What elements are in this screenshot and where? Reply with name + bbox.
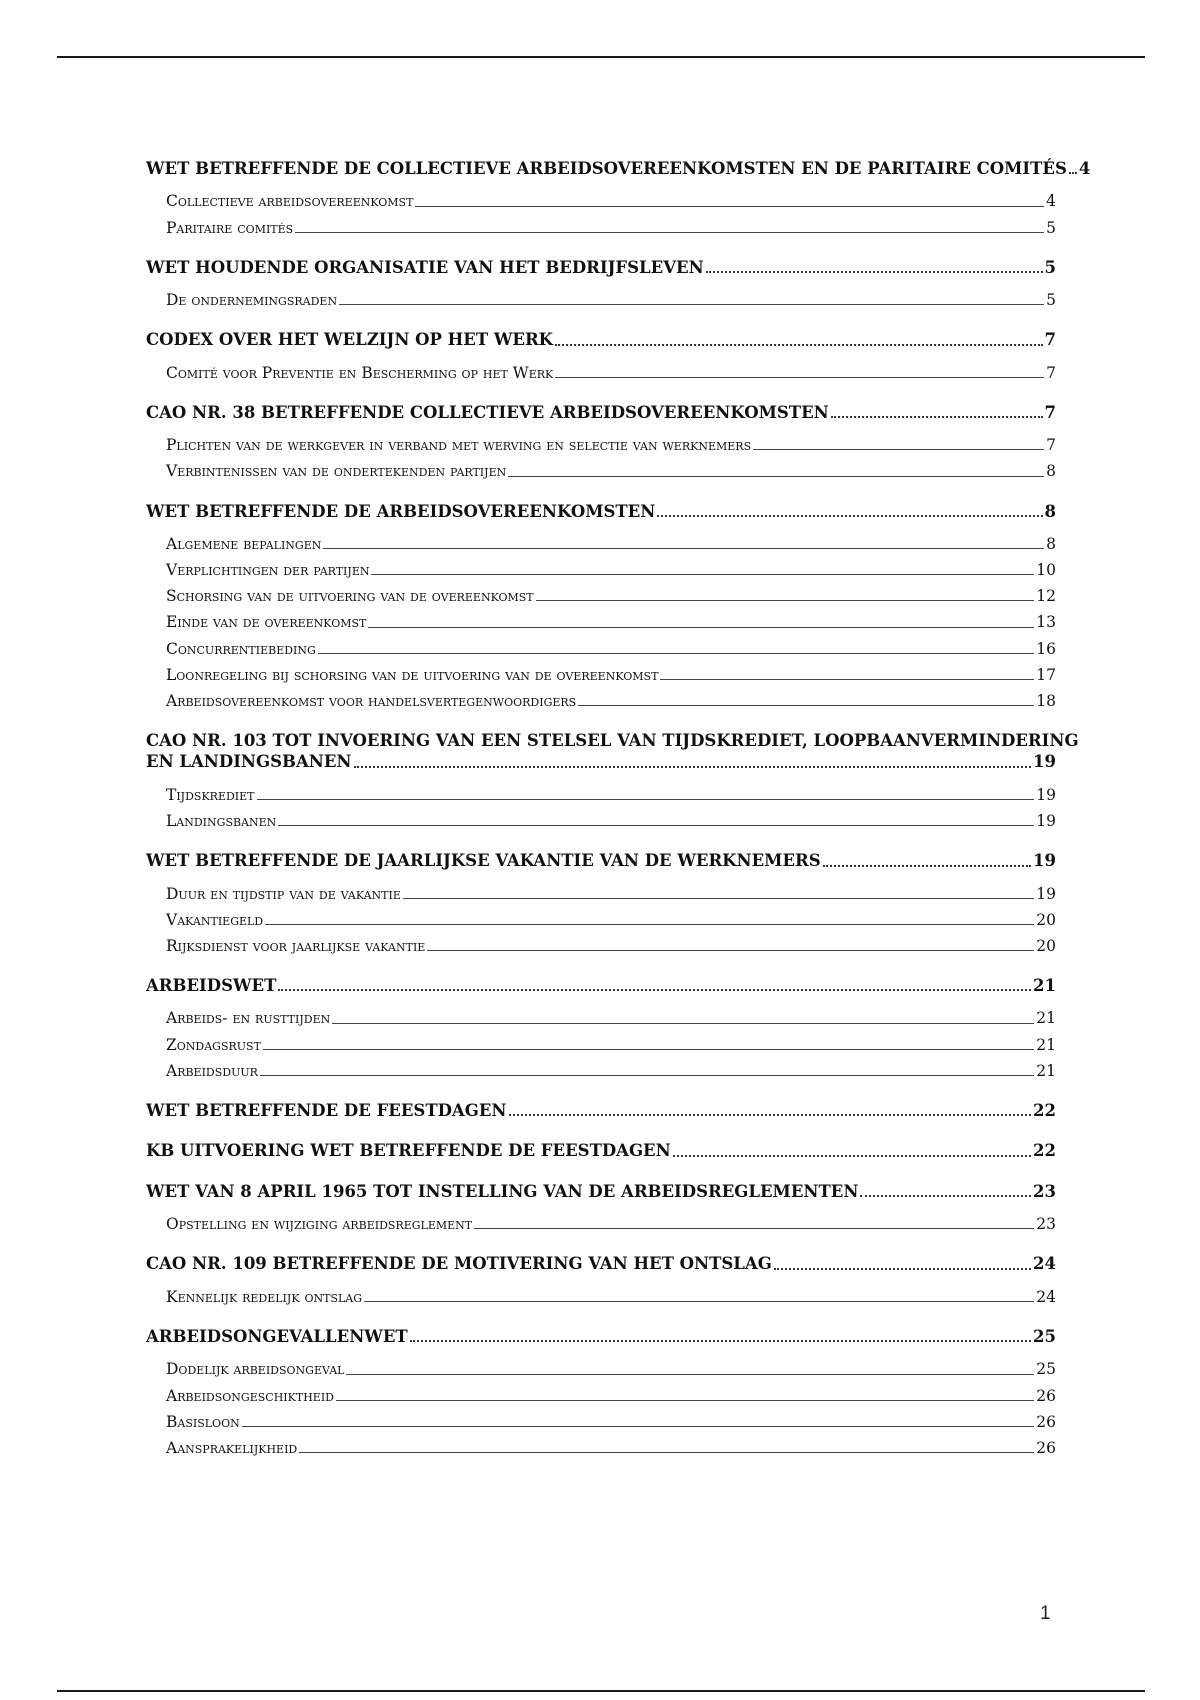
dot-leader [1069, 172, 1077, 174]
line-leader [578, 705, 1034, 706]
toc-section[interactable] [146, 257, 1056, 278]
toc-subsection-page: 7 [1046, 436, 1056, 455]
page-number: 1 [1040, 1603, 1051, 1624]
line-leader [318, 653, 1034, 654]
toc-subsection-page: 19 [1036, 785, 1056, 804]
header-rule [57, 56, 1145, 58]
toc-subsection[interactable] [166, 560, 1056, 580]
toc-subsection[interactable] [166, 910, 1056, 930]
toc-subsection-page: 12 [1036, 587, 1056, 606]
toc-section-page: 7 [1044, 330, 1056, 350]
toc-section[interactable] [146, 1100, 1056, 1121]
toc-subsection-page: 18 [1036, 691, 1056, 710]
toc-subsection-title: Arbeidsovereenkomst voor handelsvertegenwoordigers [166, 691, 577, 710]
line-leader [339, 304, 1044, 305]
toc-section-title: ARBEIDSONGEVALLENWET [146, 1326, 408, 1346]
dot-leader [657, 515, 1042, 517]
line-leader [278, 825, 1034, 826]
toc-subsection-page: 16 [1036, 639, 1056, 658]
toc-section-title: ARBEIDSWET [146, 976, 277, 996]
toc-subsection-title: Schorsing van de uitvoering van de overeenkomst [166, 587, 534, 606]
toc-section-title-line2: EN LANDINGSBANEN [146, 752, 352, 772]
toc-subsection[interactable] [166, 884, 1056, 904]
toc-section-title: WET BETREFFENDE DE ARBEIDSOVEREENKOMSTEN [146, 501, 656, 521]
toc-subsection-page: 10 [1036, 561, 1056, 580]
toc-section-page: 19 [1033, 752, 1056, 772]
toc-subsection-title: Zondagsrust [166, 1035, 261, 1054]
toc-subsection-page: 21 [1036, 1035, 1056, 1054]
toc-subsection-title: Rijksdienst voor jaarlijkse vakantie [166, 936, 426, 955]
toc-subsection-title: Arbeidsduur [166, 1061, 258, 1080]
dot-leader [831, 416, 1043, 418]
toc-subsection-title: De ondernemingsraden [166, 291, 338, 310]
toc-subsection[interactable] [166, 435, 1056, 455]
toc-section-page: 8 [1044, 501, 1056, 521]
dot-leader [354, 766, 1032, 768]
footer-rule [57, 1690, 1145, 1692]
toc-subsection-page: 19 [1036, 812, 1056, 831]
toc-subsection-page: 8 [1046, 462, 1056, 481]
toc-section-page: 24 [1033, 1254, 1056, 1274]
line-leader [660, 679, 1034, 680]
line-leader [336, 1400, 1034, 1401]
toc-section-title: CAO NR. 109 BETREFFENDE DE MOTIVERING VAN HET ONTSLAG [146, 1254, 772, 1274]
toc-subsection-page: 26 [1036, 1386, 1056, 1405]
toc-section-title: WET BETREFFENDE DE FEESTDAGEN [146, 1100, 507, 1120]
toc-subsection-title: Aansprakelijkheid [166, 1438, 298, 1457]
toc-subsection[interactable] [166, 290, 1056, 310]
line-leader [346, 1374, 1034, 1375]
toc-subsection[interactable] [166, 691, 1056, 711]
line-leader [403, 898, 1034, 899]
toc-subsection-page: 26 [1036, 1412, 1056, 1431]
toc-subsection-title: Arbeidsongeschiktheid [166, 1386, 334, 1405]
toc-section[interactable] [146, 402, 1056, 423]
toc-subsection-page: 5 [1046, 218, 1056, 237]
toc-subsection-title: Loonregeling bij schorsing van de uitvoering van de overeenkomst [166, 665, 659, 684]
toc-subsection-page: 20 [1036, 936, 1056, 955]
toc-subsection-title: Basisloon [166, 1412, 240, 1431]
line-leader [257, 799, 1035, 800]
toc-subsection-page: 19 [1036, 884, 1056, 903]
toc-section[interactable] [146, 1140, 1056, 1161]
toc-subsection[interactable] [166, 1359, 1056, 1379]
line-leader [263, 1049, 1034, 1050]
toc-subsection-page: 21 [1036, 1009, 1056, 1028]
toc-section[interactable] [146, 1253, 1056, 1274]
toc-subsection[interactable] [166, 1386, 1056, 1406]
toc-subsection-page: 17 [1036, 665, 1056, 684]
dot-leader [278, 989, 1031, 991]
toc-subsection[interactable] [166, 363, 1056, 383]
toc-section[interactable] [146, 1326, 1056, 1347]
toc-section-page: 7 [1044, 402, 1056, 422]
line-leader [364, 1301, 1034, 1302]
toc-subsection[interactable] [166, 218, 1056, 238]
line-leader [332, 1023, 1034, 1024]
toc-section-page: 5 [1044, 257, 1056, 277]
toc-subsection[interactable] [166, 461, 1056, 481]
toc-subsection-page: 21 [1036, 1061, 1056, 1080]
line-leader [508, 476, 1044, 477]
dot-leader [860, 1195, 1031, 1197]
toc-subsection-page: 7 [1046, 363, 1056, 382]
toc-subsection-title: Verbintenissen van de ondertekenden partijen [166, 462, 507, 481]
toc-subsection-title: Plichten van de werkgever in verband met werving en selectie van werknemers [166, 436, 752, 455]
line-leader [242, 1426, 1035, 1427]
line-leader [371, 574, 1034, 575]
toc-subsection-title: Kennelijk redelijk ontslag [166, 1287, 363, 1306]
line-leader [474, 1228, 1034, 1229]
toc-subsection-page: 13 [1036, 613, 1056, 632]
toc-section[interactable] [146, 158, 1091, 179]
toc-section-page: 22 [1033, 1141, 1056, 1161]
table-of-contents [146, 158, 1091, 1458]
toc-subsection[interactable] [166, 612, 1056, 632]
toc-section-title: WET VAN 8 APRIL 1965 TOT INSTELLING VAN DE ARBEIDSREGLEMENTEN [146, 1181, 859, 1201]
toc-subsection[interactable] [166, 639, 1056, 659]
line-leader [265, 924, 1034, 925]
toc-subsection-page: 8 [1046, 535, 1056, 554]
toc-section-title: CAO NR. 103 TOT INVOERING VAN EEN STELSEL VAN TIJDSKREDIET, LOOPBAANVERMINDERING [146, 731, 1079, 751]
toc-subsection-title: Dodelijk arbeidsongeval [166, 1360, 345, 1379]
line-leader [415, 206, 1044, 207]
toc-subsection[interactable] [166, 1035, 1056, 1055]
toc-section-title: WET HOUDENDE ORGANISATIE VAN HET BEDRIJFSLEVEN [146, 257, 704, 277]
dot-leader [410, 1340, 1031, 1342]
toc-section[interactable] [146, 730, 1079, 773]
toc-section-page: 19 [1033, 851, 1056, 871]
toc-section[interactable] [146, 1181, 1056, 1202]
toc-section-page: 22 [1033, 1100, 1056, 1120]
line-leader [555, 377, 1044, 378]
toc-subsection-title: Einde van de overeenkomst [166, 613, 367, 632]
toc-subsection[interactable] [166, 586, 1056, 606]
toc-section-page: 21 [1033, 976, 1056, 996]
dot-leader [823, 865, 1031, 867]
line-leader [299, 1452, 1034, 1453]
toc-subsection-title: Arbeids- en rusttijden [166, 1009, 331, 1028]
toc-subsection-title: Concurrentiebeding [166, 639, 316, 658]
toc-subsection[interactable] [166, 1287, 1056, 1307]
toc-subsection[interactable] [166, 811, 1056, 831]
toc-subsection-page: 23 [1036, 1215, 1056, 1234]
line-leader [323, 548, 1044, 549]
toc-subsection-page: 20 [1036, 910, 1056, 929]
toc-subsection-title: Duur en tijdstip van de vakantie [166, 884, 401, 903]
dot-leader [673, 1155, 1031, 1157]
toc-section-title-continued [146, 751, 1056, 772]
toc-section-title: CODEX OVER HET WELZIJN OP HET WERK [146, 330, 554, 350]
toc-subsection-title: Opstelling en wijziging arbeidsreglement [166, 1215, 473, 1234]
toc-subsection-page: 25 [1036, 1360, 1056, 1379]
line-leader [536, 600, 1035, 601]
line-leader [260, 1075, 1034, 1076]
toc-section-title: CAO NR. 38 BETREFFENDE COLLECTIEVE ARBEIDSOVEREENKOMSTEN [146, 402, 829, 422]
toc-section-page: 25 [1033, 1326, 1056, 1346]
line-leader [295, 232, 1044, 233]
toc-section[interactable] [146, 850, 1056, 871]
toc-section-title: WET BETREFFENDE DE COLLECTIEVE ARBEIDSOVEREENKOMSTEN EN DE PARITAIRE COMITÉS [146, 159, 1067, 178]
dot-leader [774, 1268, 1031, 1270]
toc-subsection-page: 24 [1036, 1287, 1056, 1306]
toc-section[interactable] [146, 329, 1056, 350]
toc-subsection-title: Comité voor Preventie en Bescherming op het Werk [166, 363, 554, 382]
toc-subsection-title: Landingsbanen [166, 812, 277, 831]
line-leader [753, 449, 1044, 450]
toc-section[interactable] [146, 501, 1056, 522]
line-leader [368, 627, 1034, 628]
toc-subsection-page: 4 [1046, 192, 1056, 211]
toc-subsection[interactable] [166, 1008, 1056, 1028]
toc-section-page: 23 [1033, 1181, 1056, 1201]
toc-subsection-title: Algemene bepalingen [166, 535, 322, 554]
dot-leader [509, 1114, 1032, 1116]
toc-subsection[interactable] [166, 1061, 1056, 1081]
toc-section-title: WET BETREFFENDE DE JAARLIJKSE VAKANTIE VAN DE WERKNEMERS [146, 851, 821, 871]
toc-section-page: 4 [1078, 159, 1091, 178]
toc-subsection[interactable] [166, 936, 1056, 956]
toc-subsection-title: Paritaire comités [166, 218, 294, 237]
toc-subsection-page: 26 [1036, 1438, 1056, 1457]
toc-subsection[interactable] [166, 1412, 1056, 1432]
toc-section-title: KB UITVOERING WET BETREFFENDE DE FEESTDAGEN [146, 1141, 671, 1161]
toc-section[interactable] [146, 975, 1056, 996]
dot-leader [706, 271, 1043, 273]
toc-subsection-title: Tijdskrediet [166, 785, 255, 804]
toc-subsection-title: Collectieve arbeidsovereenkomst [166, 192, 414, 211]
toc-subsection-page: 5 [1046, 291, 1056, 310]
toc-subsection[interactable] [166, 191, 1056, 211]
toc-subsection[interactable] [166, 534, 1056, 554]
line-leader [427, 950, 1034, 951]
toc-subsection[interactable] [166, 1438, 1056, 1458]
toc-subsection[interactable] [166, 785, 1056, 805]
toc-subsection-title: Verplichtingen der partijen [166, 561, 370, 580]
dot-leader [555, 344, 1042, 346]
toc-subsection[interactable] [166, 1214, 1056, 1234]
toc-subsection-title: Vakantiegeld [166, 910, 264, 929]
toc-subsection[interactable] [166, 665, 1056, 685]
